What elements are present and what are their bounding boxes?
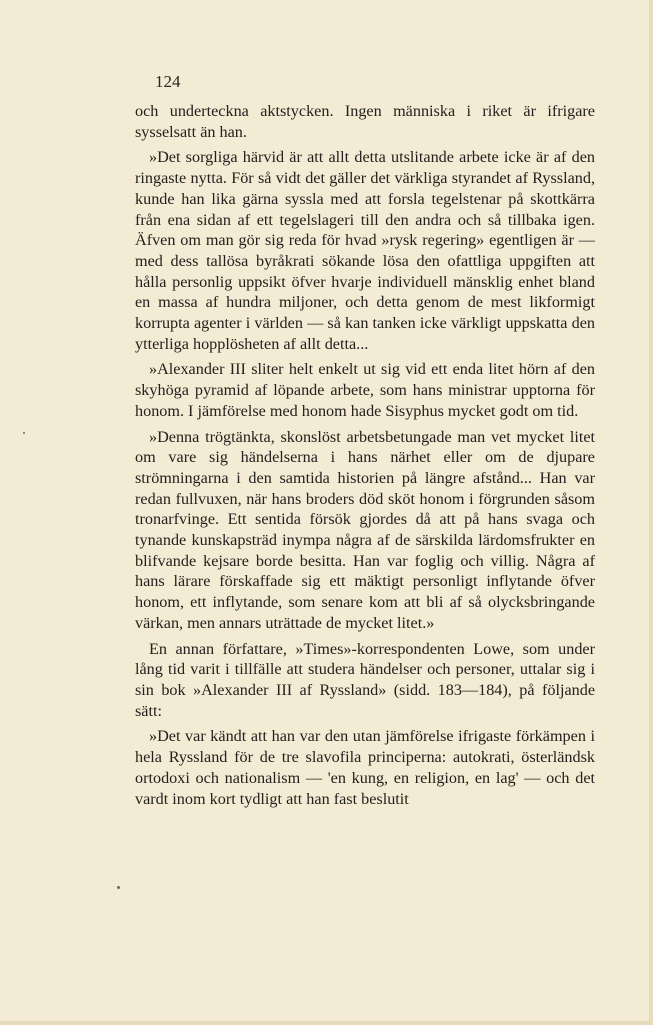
paragraph-quote-principles: »Det var kändt att han var den utan jämförelse ifrigaste förkämpen i hela Ryssland för de tre slavofila principerna: autokrati, österländsk ortodoxi och nationalism — 'en kung, en religion, en lag' — och det vardt inom kort tydligt att han fast beslutit — [135, 727, 595, 808]
paper-speck — [23, 432, 25, 434]
paragraph-quote-alexander: »Alexander III sliter helt enkelt ut sig vid ett enda litet hörn af den skyhöga pyramid af löpande arbete, som hans ministrar upptorna för honom. I jämförelse med honom hade Sisyphus mycket godt om tid. — [135, 360, 595, 420]
paragraph-quote-futility: »Det sorgliga härvid är att allt detta utslitande arbete icke är af den ringaste nytta. För så vidt det gäller det värkliga styrandet af Ryssland, kunde han lika gärna syssla med att forsla tegelstenar på skottkärra från ena sidan af ett tegelslageri till den andra och så tillbaka igen. Äfven om man gör sig reda för hvad »rysk regering» egentligen är — med dess tallösa byråkrati sökande lösa den ofattliga uppgiften att hålla personlig uppsikt öfver hvarje individuell mänsklig enhet bland en massa af hundra miljoner, och detta genom de mest likformigt korrupta agenter i världen — så kan tanken icke värkligt uppskatta den ytterliga hopplösheten af allt detta... — [135, 148, 595, 353]
page-number: 124 — [155, 72, 181, 91]
paragraph-lowe-intro: En annan författare, »Times»-korrespondenten Lowe, som under lång tid varit i tillfälle att studera händelser och personer, uttalar sig i sin bok »Alexander III af Ryssland» (sidd. 183—184), på följande sätt: — [135, 639, 595, 720]
body-text — [135, 101, 595, 809]
paragraph-quote-slow-minded: »Denna trögtänkta, skonslöst arbetsbetungade man vet mycket litet om vare sig händelserna i hans närhet eller om de djupare strömningarna i den samtida historien på längre afstånd... Han var redan fullvuxen, när hans broders död sköt honom i förgrunden såsom tronarfvinge. Ett sentida försök gjordes då att på hans svaga och tynande kunskapsträd inympa några af de särskilda lärdomsfrukter en blifvande kejsare borde besitta. Han var foglig och villig. Några af hans lärare förskaffade sig ett mäktigt personligt inflytande öfver honom, ett inflytande, som senare kom att bli af så olycksbringande värkan, men annars uträttade de mycket litet.» — [135, 427, 595, 632]
paragraph-continuation: och underteckna aktstycken. Ingen människa i riket är ifrigare sysselsatt än han. — [135, 102, 595, 141]
paper-speck — [117, 886, 120, 889]
